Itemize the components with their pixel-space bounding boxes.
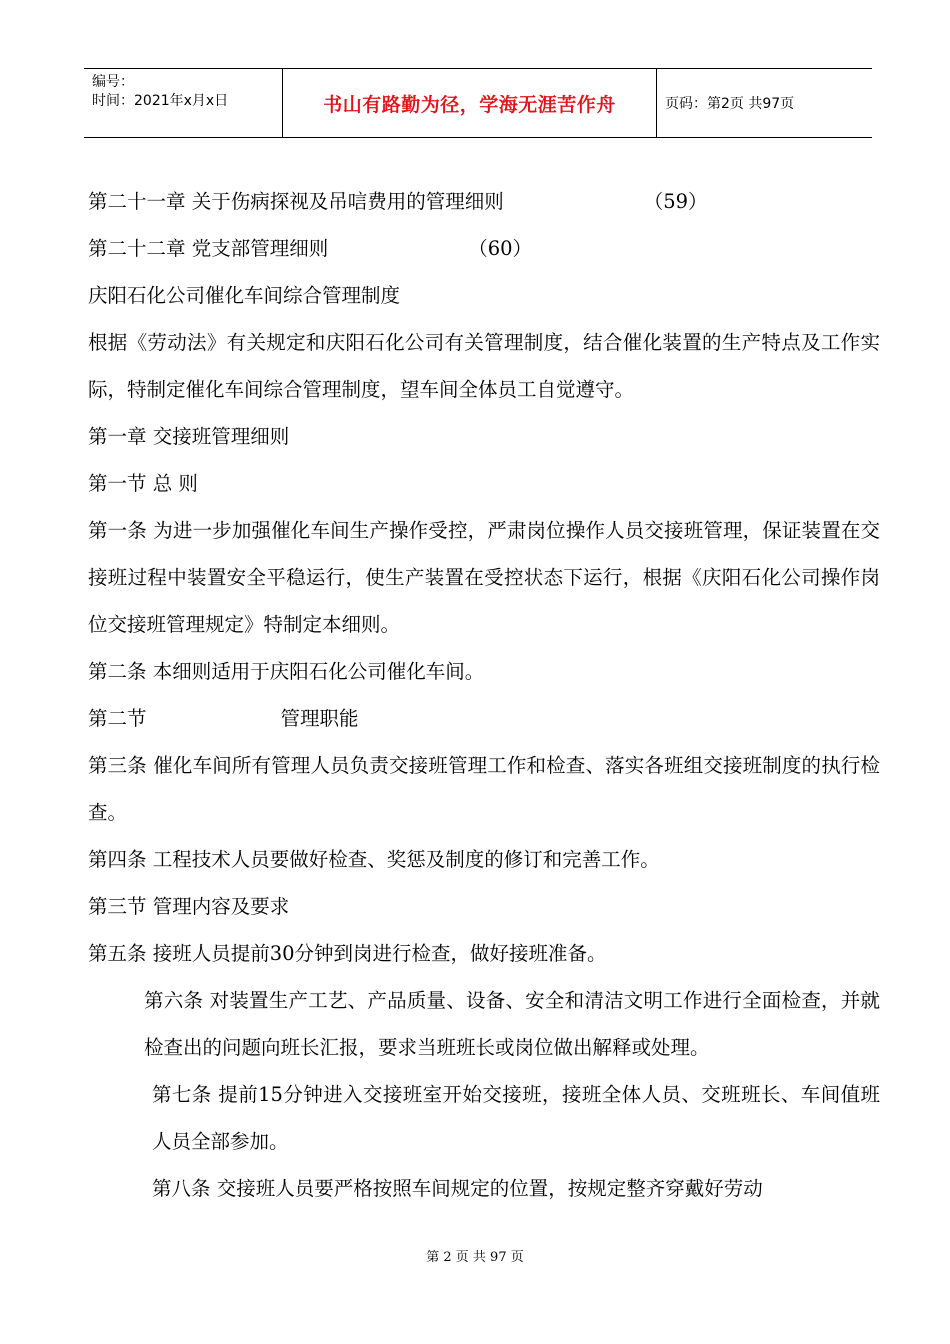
article-1: 第一条 为进一步加强催化车间生产操作受控，严肃岗位操作人员交接班管理，保证装置在交接班过程中装置安全平稳运行，使生产装置在受控状态下运行，根据《庆阳石化公司操作岗位交接班管理规定》特制定本细则。: [88, 519, 880, 636]
time-label: 时间：2021年x月x日: [92, 93, 229, 109]
toc-page: （60）: [468, 237, 533, 260]
toc-page: （59）: [643, 190, 708, 213]
article-3: 第三条 催化车间所有管理人员负责交接班管理工作和检查、落实各班组交接班制度的执行检查。: [88, 754, 880, 824]
article-8: 第八条 交接班人员要严格按照车间规定的位置，按规定整齐穿戴好劳动: [152, 1177, 763, 1200]
article-4: 第四条 工程技术人员要做好检查、奖惩及制度的修订和完善工作。: [88, 848, 660, 871]
article-2: 第二条 本细则适用于庆阳石化公司催化车间。: [88, 660, 485, 683]
section-label: 第二节: [88, 707, 147, 730]
intro-paragraph: 根据《劳动法》有关规定和庆阳石化公司有关管理制度，结合催化装置的生产特点及工作实际，特制定催化车间综合管理制度，望车间全体员工自觉遵守。: [88, 331, 880, 401]
toc-title: 第二十一章 关于伤病探视及吊唁费用的管理细则: [88, 190, 504, 213]
article-5: 第五条 接班人员提前30分钟到岗进行检查，做好接班准备。: [88, 942, 607, 965]
document-title: 庆阳石化公司催化车间综合管理制度: [88, 284, 401, 307]
toc-entry: [88, 225, 880, 272]
toc-entry: [88, 178, 880, 225]
header-slogan: 书山有路勤为径，学海无涯苦作舟: [283, 69, 657, 137]
section-heading: 第三节 管理内容及要求: [88, 895, 290, 918]
page-footer: 第 2 页 共 97 页: [426, 1250, 524, 1265]
header-page-info: 页码：第2页 共97页: [665, 96, 795, 112]
section-heading: [88, 695, 880, 742]
code-label: 编号：: [92, 74, 134, 90]
document-body: [88, 178, 880, 1212]
chapter-heading: 第一章 交接班管理细则: [88, 425, 290, 448]
header-meta: [84, 69, 283, 137]
article-7: 第七条 提前15分钟进入交接班室开始交接班，接班全体人员、交班班长、车间值班人员全部参加。: [152, 1083, 880, 1153]
toc-title: 第二十二章 党支部管理细则: [88, 237, 329, 260]
section-heading: 第一节 总 则: [88, 472, 198, 495]
section-title: 管理职能: [280, 707, 359, 730]
page-header: [84, 68, 872, 138]
article-6: 第六条 对装置生产工艺、产品质量、设备、安全和清洁文明工作进行全面检查，并就检查出的问题向班长汇报，要求当班班长或岗位做出解释或处理。: [144, 989, 880, 1059]
